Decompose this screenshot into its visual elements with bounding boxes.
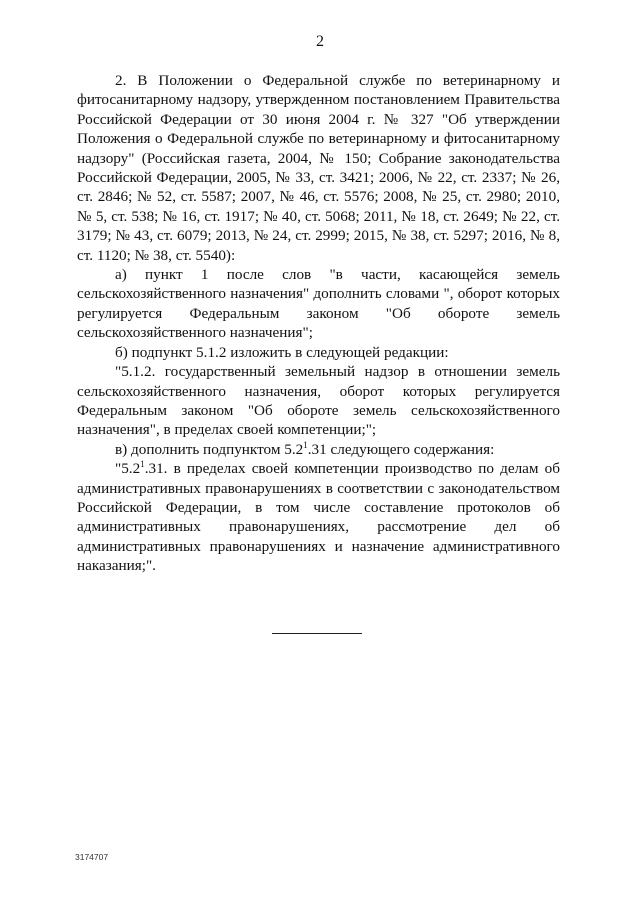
paragraph-subitem-v <box>77 440 560 459</box>
superscript: 1 <box>303 439 308 450</box>
paragraph-subitem-a: а) пункт 1 после слов "в части, касающейся земель сельскохозяйственного назначения" дополнить словами ", оборот которых регулируется Федеральным законом "Об обороте земель сельскохозяйственного назначения"; <box>77 266 560 342</box>
page-number: 2 <box>316 33 324 50</box>
quote-text-end: .31. в пределах своей компетенции производство по делам об административных правонарушениях в соответствии с законодательством Российской Федерации, в том числе составление протоколов об административных правонарушениях, рассмотрение дел об административных правонарушениях и назначение административного наказания;". <box>77 460 560 575</box>
paragraph-quote-5-1-2: "5.1.2. государственный земельный надзор в отношении земель сельскохозяйственного назначения, оборот которых регулируется Федеральным законом "Об обороте земель сельскохозяйственного назначения", в пределах своей компетенции;"; <box>77 363 560 439</box>
superscript: 1 <box>140 459 145 470</box>
paragraph-subitem-b: б) подпункт 5.1.2 изложить в следующей редакции: <box>115 343 449 361</box>
subitem-v-text-end: .31 следующего содержания: <box>307 440 495 458</box>
paragraph-item-2: 2. В Положении о Федеральной службе по ветеринарному и фитосанитарному надзору, утвержденном постановлением Правительства Российской Федерации от 30 июня 2004 г. № 327 "Об утверждении Положения о Федеральной службе по ветеринарному и фитосанитарному надзору" (Российская газета, 2004, № 150; Собрание законодательства Российской Федерации, 2005, № 33, ст. 3421; 2006, № 22, ст. 2337; № 26, ст. 2846; № 52, ст. 5587; 2007, № 46, ст. 5576; 2008, № 25, ст. 2980; 2010, № 5, ст. 538; № 16, ст. 1917; № 40, ст. 5068; 2011, № 18, ст. 2649; № 22, ст. 3179; № 43, ст. 6079; 2013, № 24, ст. 2999; 2015, № 38, ст. 5297; 2016, № 8, ст. 1120; № 38, ст. 5540): <box>77 72 560 264</box>
document-code: 3174707 <box>75 852 109 862</box>
document-body <box>77 71 560 576</box>
subitem-v-text-start: в) дополнить подпунктом 5.2 <box>115 440 304 458</box>
paragraph-quote-5-2-1-31 <box>77 459 560 575</box>
end-separator-line <box>272 633 362 634</box>
quote-text-start: "5.2 <box>115 460 141 478</box>
